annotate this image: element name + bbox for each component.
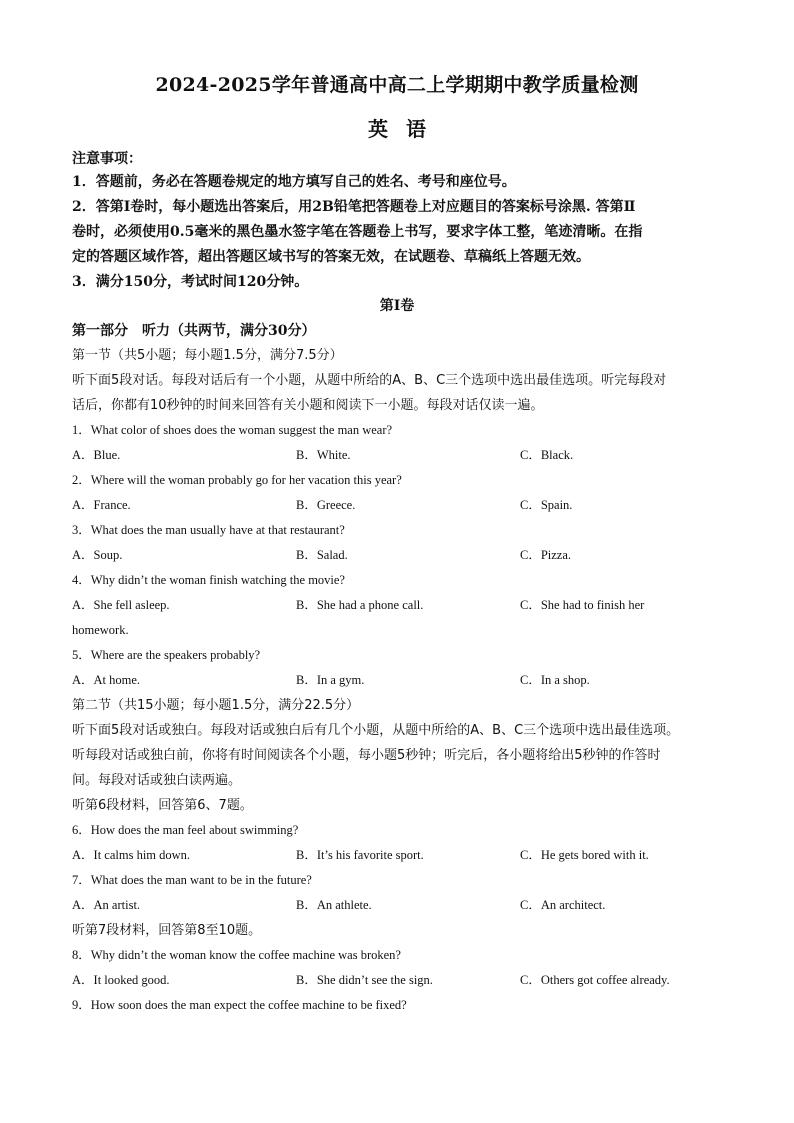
option-a: A．It calms him down.	[72, 848, 191, 862]
material-7-instruction: 听第7段材料，回答第8至10题。	[72, 923, 262, 938]
option-a: A．Soup.	[72, 548, 123, 562]
section1-heading: 第一节（共5小题；每小题1.5分，满分7.5分）	[72, 348, 343, 363]
material-6-instruction: 听第6段材料，回答第6、7题。	[72, 798, 253, 813]
question-6: 6．How does the man feel about swimming?	[72, 823, 299, 837]
option-a: A．Blue.	[72, 448, 121, 462]
question-5: 5．Where are the speakers probably?	[72, 648, 261, 662]
notice-heading: 注意事项：	[72, 151, 142, 167]
section2-instructions-line1: 听下面5段对话或独白。每段对话或独白后有几个小题，从题中所给的A、B、C三个选项中选出最佳选项。	[72, 723, 680, 738]
question-9: 9．How soon does the man expect the coffee machine to be fixed?	[72, 998, 407, 1012]
question-4-options	[72, 593, 724, 618]
notice-item-1: 1．答题前，务必在答题卷规定的地方填写自己的姓名、考号和座位号。	[72, 174, 516, 190]
question-7-options	[72, 893, 724, 918]
option-c: C．Others got coffee already.	[520, 973, 670, 987]
option-a: A．An artist.	[72, 898, 141, 912]
notice-item-2-line2: 卷时，必须使用0.5毫米的黑色墨水签字笔在答题卷上书写，要求字体工整，笔迹清晰。在指	[72, 224, 643, 240]
option-c: C．Black.	[520, 448, 574, 462]
question-2-options	[72, 493, 724, 518]
option-a: A．It looked good.	[72, 973, 170, 987]
option-b: B．An athlete.	[296, 898, 372, 912]
option-c: C．An architect.	[520, 898, 606, 912]
question-1-options	[72, 443, 724, 468]
question-8: 8．Why didn’t the woman know the coffee machine was broken?	[72, 948, 401, 962]
question-2: 2．Where will the woman probably go for her vacation this year?	[72, 473, 402, 487]
question-3: 3．What does the man usually have at that restaurant?	[72, 523, 345, 537]
option-b: B．She didn’t see the sign.	[296, 973, 433, 987]
option-b: B．She had a phone call.	[296, 598, 424, 612]
part1-heading: 第一部分 听力（共两节，满分30分）	[72, 323, 316, 339]
option-c: C．Pizza.	[520, 548, 572, 562]
notice-item-2-line3: 定的答题区域作答，超出答题区域书写的答案无效，在试题卷、草稿纸上答题无效。	[72, 249, 590, 265]
option-c: C．Spain.	[520, 498, 573, 512]
option-a: A．France.	[72, 498, 131, 512]
section1-instructions-line2: 话后，你都有10秒钟的时间来回答有关小题和阅读下一小题。每段对话仅读一遍。	[72, 398, 544, 413]
option-b: B．Salad.	[296, 548, 348, 562]
question-8-options	[72, 968, 724, 993]
question-7: 7．What does the man want to be in the future?	[72, 873, 312, 887]
section2-instructions-line2: 听每段对话或独白前，你将有时间阅读各个小题，每小题5秒钟；听完后，各小题将给出5秒钟的作答时	[72, 748, 661, 763]
option-a: A．At home.	[72, 673, 141, 687]
subject-title: 英语	[368, 117, 444, 141]
option-c: C．In a shop.	[520, 673, 590, 687]
option-b: B．White.	[296, 448, 351, 462]
section2-heading: 第二节（共15小题；每小题1.5分，满分22.5分）	[72, 698, 360, 713]
notice-item-2-line1: 2．答第Ⅰ卷时，每小题选出答案后，用2B铅笔把答题卷上对应题目的答案标号涂黑. 答第Ⅱ	[72, 199, 636, 215]
exam-title: 2024-2025学年普通高中高二上学期期中教学质量检测	[155, 74, 639, 96]
option-b: B．It’s his favorite sport.	[296, 848, 424, 862]
volume-heading: 第Ⅰ卷	[379, 298, 415, 314]
question-4-option-c-continued: homework.	[72, 623, 129, 637]
section2-instructions-line3: 间。每段对话或独白读两遍。	[72, 773, 242, 788]
option-c: C．He gets bored with it.	[520, 848, 649, 862]
option-b: B．Greece.	[296, 498, 356, 512]
question-3-options	[72, 543, 724, 568]
question-5-options	[72, 668, 724, 693]
option-c: C．She had to finish her	[520, 598, 645, 612]
option-b: B．In a gym.	[296, 673, 365, 687]
question-4: 4．Why didn’t the woman finish watching the movie?	[72, 573, 345, 587]
section1-instructions-line1: 听下面5段对话。每段对话后有一个小题，从题中所给的A、B、C三个选项中选出最佳选项。听完每段对	[72, 373, 667, 388]
question-1: 1．What color of shoes does the woman suggest the man wear?	[72, 423, 393, 437]
question-6-options	[72, 843, 724, 868]
option-a: A．She fell asleep.	[72, 598, 170, 612]
notice-item-3: 3．满分150分，考试时间120分钟。	[72, 274, 309, 290]
